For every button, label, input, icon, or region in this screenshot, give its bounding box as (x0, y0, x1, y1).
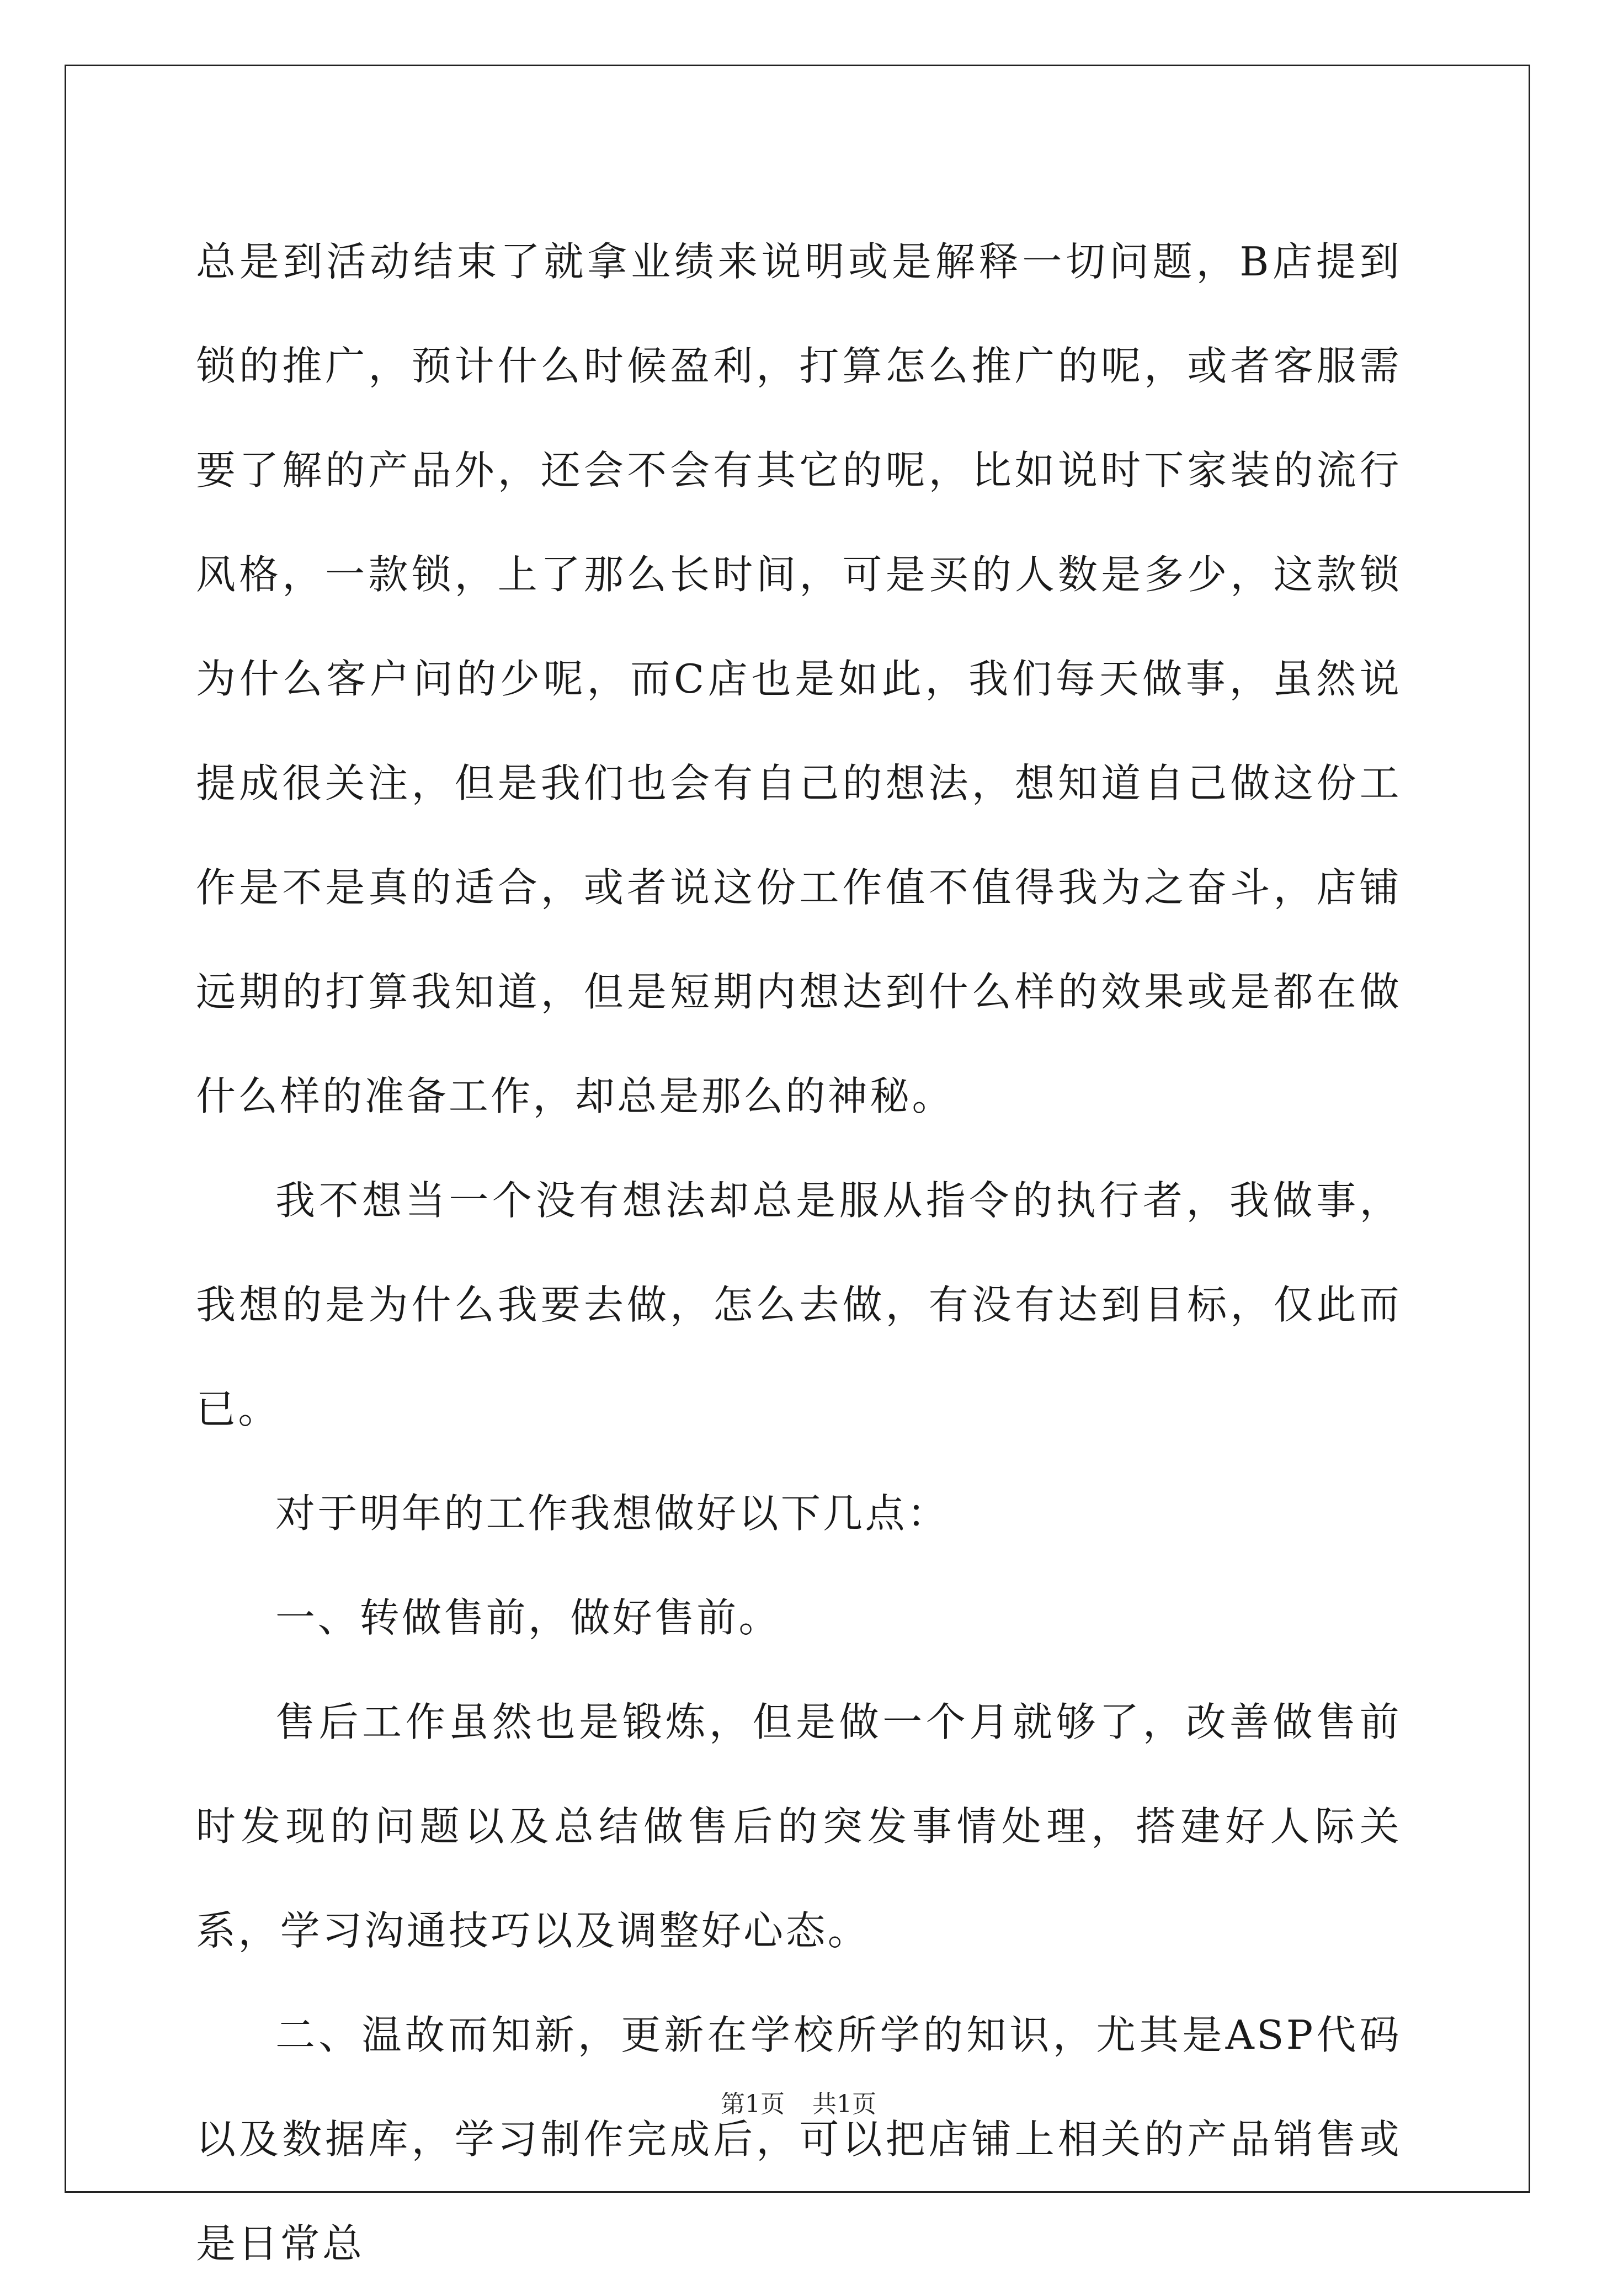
paragraph-5: 售后工作虽然也是锻炼，但是做一个月就够了，改善做售前时发现的问题以及总结做售后的突发事情处理，搭建好人际关系，学习沟通技巧以及调整好心态。 (196, 1699, 1402, 1954)
page-number-total: 共1页 (812, 2090, 876, 2118)
page-footer (0, 2088, 1597, 2121)
paragraph-6: 二、温故而知新，更新在学校所学的知识，尤其是ASP代码以及数据库，学习制作完成后，可以把店铺上相关的产品销售或是日常总 (196, 2012, 1402, 2267)
page-number-current: 第1页 (721, 2090, 785, 2118)
paragraph-1: 总是到活动结束了就拿业绩来说明或是解释一切问题，B店提到锁的推广，预计什么时候盈利，打算怎么推广的呢，或者客服需要了解的产品外，还会不会有其它的呢，比如说时下家装的流行风格，一款锁，上了那么长时间，可是买的人数是多少，这款锁为什么客户问的少呢，而C店也是如此，我们每天做事，虽然说提成很关注，但是我们也会有自己的想法，想知道自己做这份工作是不是真的适合，或者说这份工作值不值得我为之奋斗，店铺远期的打算我知道，但是短期内想达到什么样的效果或是都在做什么样的准备工作，却总是那么的神秘。 (196, 238, 1402, 1119)
paragraph-3: 对于明年的工作我想做好以下几点： (275, 1490, 950, 1537)
document-body (196, 210, 1402, 2296)
paragraph-2: 我不想当一个没有想法却总是服从指令的执行者，我做事，我想的是为什么我要去做，怎么去做，有没有达到目标，仅此而已。 (196, 1177, 1402, 1432)
paragraph-4: 一、转做售前，做好售前。 (275, 1595, 781, 1641)
